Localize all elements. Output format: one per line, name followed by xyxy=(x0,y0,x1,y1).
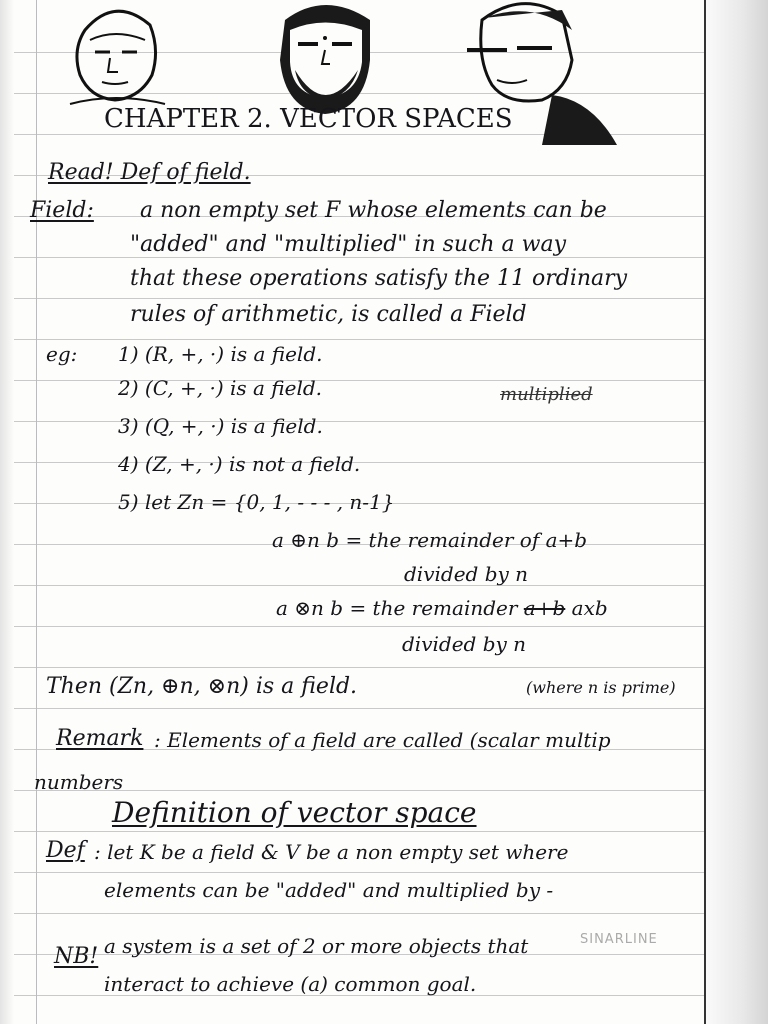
example-2: 2) (C, +, ·) is a field. xyxy=(118,376,323,400)
field-def-line-1: a non empty set F whose elements can be xyxy=(140,198,607,223)
nb-text-line-1: a system is a set of 2 or more objects that xyxy=(104,934,529,958)
field-def-line-3: that these operations satisfy the 11 ordinary xyxy=(130,266,628,291)
mult-mod-def-2: divided by n xyxy=(402,632,527,656)
then-statement: Then (Zn, ⊕n, ⊗n) is a field. xyxy=(46,674,358,699)
field-def-line-4: rules of arithmetic, is called a Field xyxy=(130,302,527,327)
face-sketch-left xyxy=(60,0,170,105)
read-note: Read! Def of field. xyxy=(48,160,251,185)
field-label: Field: xyxy=(30,198,94,223)
struck-word: multiplied xyxy=(500,384,593,405)
add-mod-def: a ⊕n b = the remainder of a+b xyxy=(272,528,588,552)
page-edge xyxy=(704,0,768,1024)
mult-mod-def xyxy=(276,596,608,620)
mult-mod-struck: a+b xyxy=(523,596,566,620)
notebook-spine xyxy=(0,0,14,1024)
egs-label: eg: xyxy=(46,342,78,366)
example-1: 1) (R, +, ·) is a field. xyxy=(118,342,323,366)
remark-label: Remark xyxy=(56,726,144,751)
face-sketch-middle xyxy=(270,0,380,118)
margin-line xyxy=(36,0,37,1024)
def-text-line-2: elements can be "added" and multiplied by - xyxy=(104,878,554,902)
def-text-line-1: : let K be a field & V be a non empty set where xyxy=(94,840,569,864)
mult-mod-end: axb xyxy=(571,596,608,620)
example-5: 5) let Zn = {0, 1, - - - , n-1} xyxy=(118,490,395,514)
mult-mod-text: a ⊗n b = the remainder xyxy=(276,596,518,620)
field-def-line-2: "added" and "multiplied" in such a way xyxy=(130,232,567,257)
example-4: 4) (Z, +, ·) is not a field. xyxy=(118,452,361,476)
remark-text: : Elements of a field are called (scalar multip xyxy=(154,728,611,752)
chapter-title: CHAPTER 2. VECTOR SPACES xyxy=(104,104,513,134)
vector-space-heading: Definition of vector space xyxy=(112,796,477,829)
notebook-watermark: SINARLINE xyxy=(580,932,658,947)
def-label: Def xyxy=(46,838,85,863)
nb-label: NB! xyxy=(54,944,99,969)
example-3: 3) (Q, +, ·) is a field. xyxy=(118,414,323,438)
then-note: (where n is prime) xyxy=(526,678,676,697)
add-mod-def-2: divided by n xyxy=(404,562,529,586)
remark-continuation: numbers xyxy=(34,770,124,794)
nb-text-line-2: interact to achieve (a) common goal. xyxy=(104,972,477,996)
